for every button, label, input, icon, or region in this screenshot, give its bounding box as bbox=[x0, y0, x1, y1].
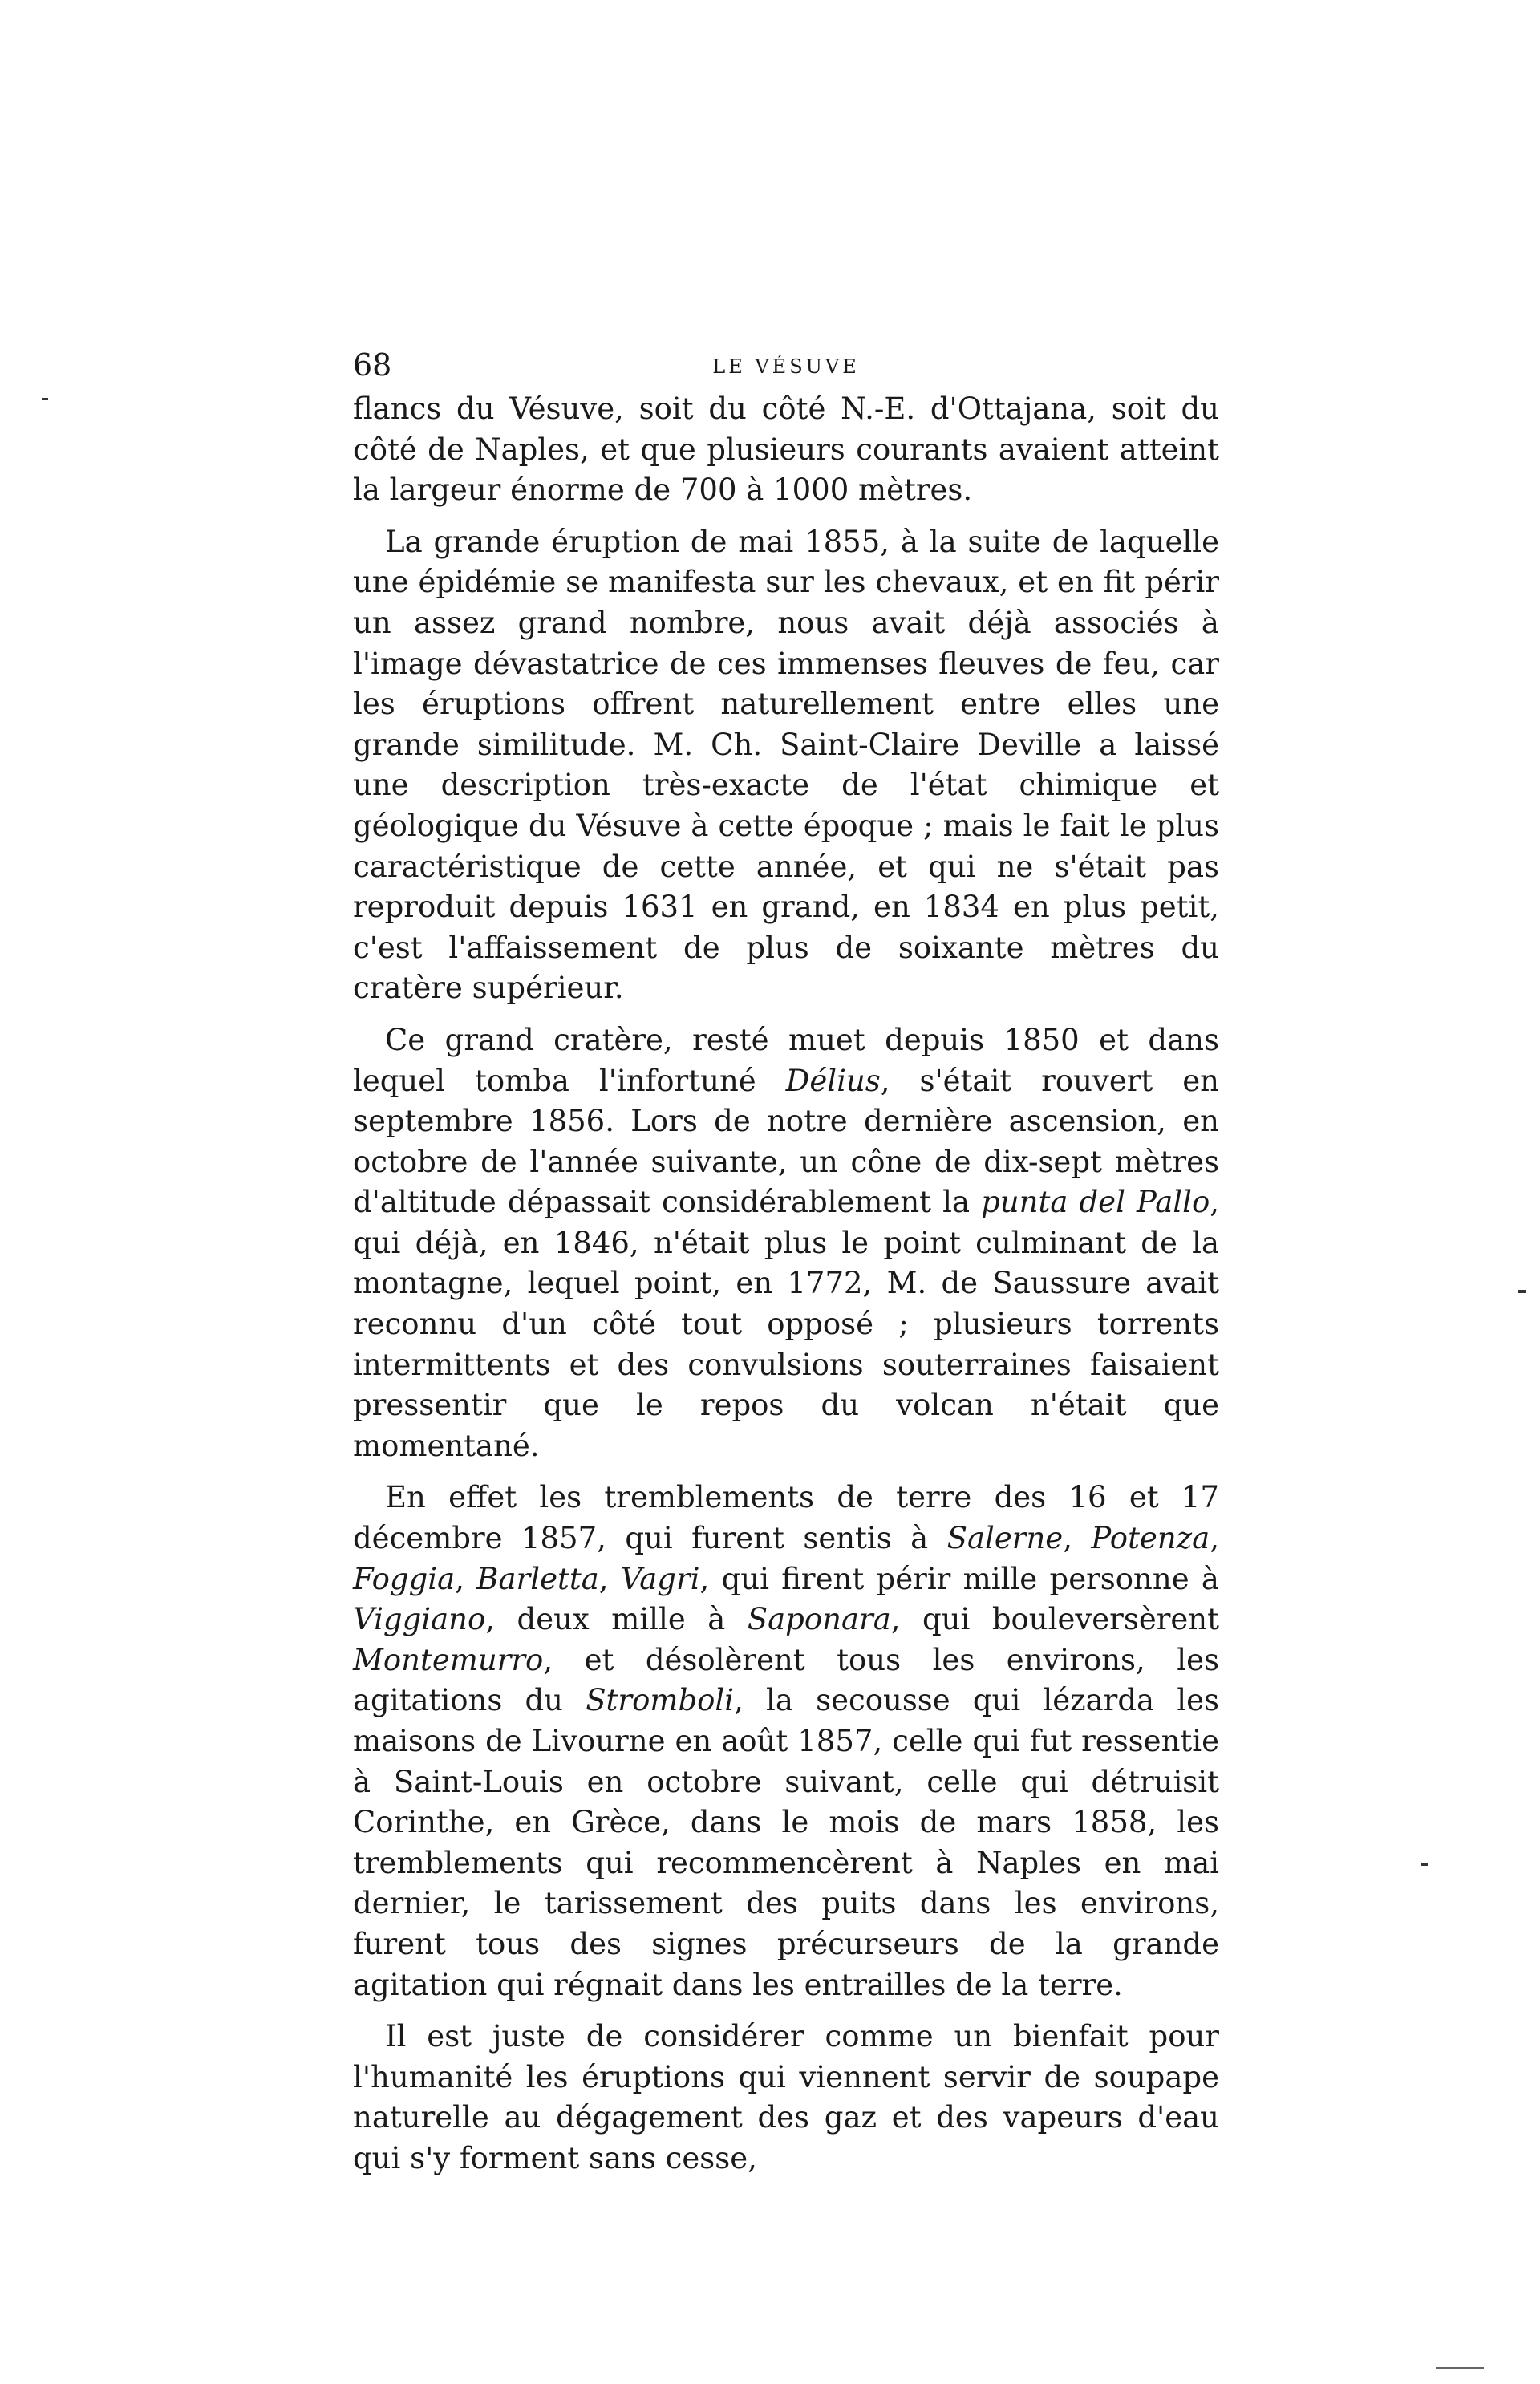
place-potenza: Potenza bbox=[1091, 1521, 1210, 1556]
place-viggiano: Viggiano bbox=[353, 1602, 486, 1637]
page-number: 68 bbox=[353, 347, 392, 383]
paragraph-4-text: En effet les tremblements de terre des 16 et 17 décembre 1857, qui furent sentis à bbox=[353, 1480, 1219, 1556]
place-salerne: Salerne bbox=[946, 1521, 1064, 1556]
paragraph-4-text: , bbox=[1063, 1521, 1092, 1556]
paragraph-4-text: , qui firent périr mille personne à bbox=[699, 1561, 1219, 1596]
name-delius: Délius bbox=[785, 1063, 881, 1098]
paragraph-3 bbox=[353, 1020, 1219, 1467]
paragraph-4-text: , et désolèrent tous les environs, les agitations du bbox=[353, 1642, 1219, 1718]
paragraph-3-text: Ce grand cratère, resté muet depuis 1850 et dans lequel tomba l'infortuné bbox=[353, 1022, 1219, 1098]
paragraph-3-text: , qui déjà, en 1846, n'était plus le point culminant de la montagne, lequel point, en 1772, M. de Saussure avait reconnu d'un côté tout opposé ; plusieurs torrents intermittents et des convulsions souterraines faisaient pressentir que le repos du volcan n'était que momentané. bbox=[353, 1185, 1219, 1463]
paragraph-4 bbox=[353, 1478, 1219, 2005]
paragraph-2: La grande éruption de mai 1855, à la suite de laquelle une épidémie se manifesta sur les chevaux, et en fit périr un assez grand nombre, nous avait déjà associés à l'image dévastatrice de ces immenses fleuves de feu, car les éruptions offrent naturellement entre elles une grande similitude. M. Ch. Saint-Claire Deville a laissé une description très-exacte de l'état chimique et géologique du Vésuve à cette époque ; mais le fait le plus caractéristique de cette année, et qui ne s'était pas reproduit depuis 1631 en grand, en 1834 en plus petit, c'est l'affaissement de plus de soixante mètres du cratère supérieur. bbox=[353, 524, 1219, 1006]
place-montemurro: Montemurro bbox=[353, 1642, 544, 1677]
paragraph-5: Il est juste de considérer comme un bienfait pour l'humanité les éruptions qui viennent servir de soupape naturelle au dégagement des gaz et des vapeurs d'eau qui s'y forment sans cesse, bbox=[353, 2019, 1219, 2175]
running-title: LE VÉSUVE bbox=[712, 355, 860, 378]
paragraph-1: flancs du Vésuve, soit du côté N.-E. d'Ottajana, soit du côté de Naples, et que plusieurs courants avaient atteint la largeur énorme de 700 à 1000 mètres. bbox=[353, 391, 1219, 508]
scan-speck bbox=[42, 398, 48, 400]
place-vagri: Vagri bbox=[620, 1561, 700, 1596]
paragraph-4-text: , deux mille à bbox=[485, 1602, 748, 1637]
place-saponara: Saponara bbox=[747, 1602, 891, 1637]
scan-speck bbox=[1518, 1290, 1526, 1293]
paragraph-4-text: , la secousse qui lézarda les maisons de Livourne en août 1857, celle qui fut ressentie à Saint-Louis en octobre suivant, celle qui détruisit Corinthe, en Grèce, dans le mois de mars 1858, les tremblements qui recommencèrent à Naples en mai dernier, le tarissement des puits dans les environs, furent tous des signes précurseurs de la grande agitation qui régnait dans les entrailles de la terre. bbox=[353, 1683, 1220, 2002]
paragraph-3-text: , s'était rouvert en septembre 1856. Lors de notre dernière ascension, en octobre de l'année suivante, un cône de dix-sept mètres d'altitude dépassait considérablement la bbox=[353, 1063, 1220, 1220]
scan-speck bbox=[1421, 1863, 1428, 1866]
scan-speck bbox=[1436, 2367, 1484, 2369]
paragraph-4-text: , qui bouleversèrent bbox=[890, 1602, 1219, 1637]
place-punta-del-pallo: punta del Pallo bbox=[981, 1185, 1210, 1220]
place-foggia: Foggia bbox=[353, 1561, 456, 1596]
place-stromboli: Stromboli bbox=[586, 1683, 735, 1718]
paragraph-4-text: , bbox=[1210, 1521, 1219, 1556]
paragraph-4-text: , bbox=[598, 1561, 621, 1596]
place-barletta: Barletta bbox=[476, 1561, 599, 1596]
paragraph-4-text: , bbox=[455, 1561, 477, 1596]
running-head bbox=[353, 345, 1219, 385]
body-text bbox=[353, 389, 1219, 2191]
